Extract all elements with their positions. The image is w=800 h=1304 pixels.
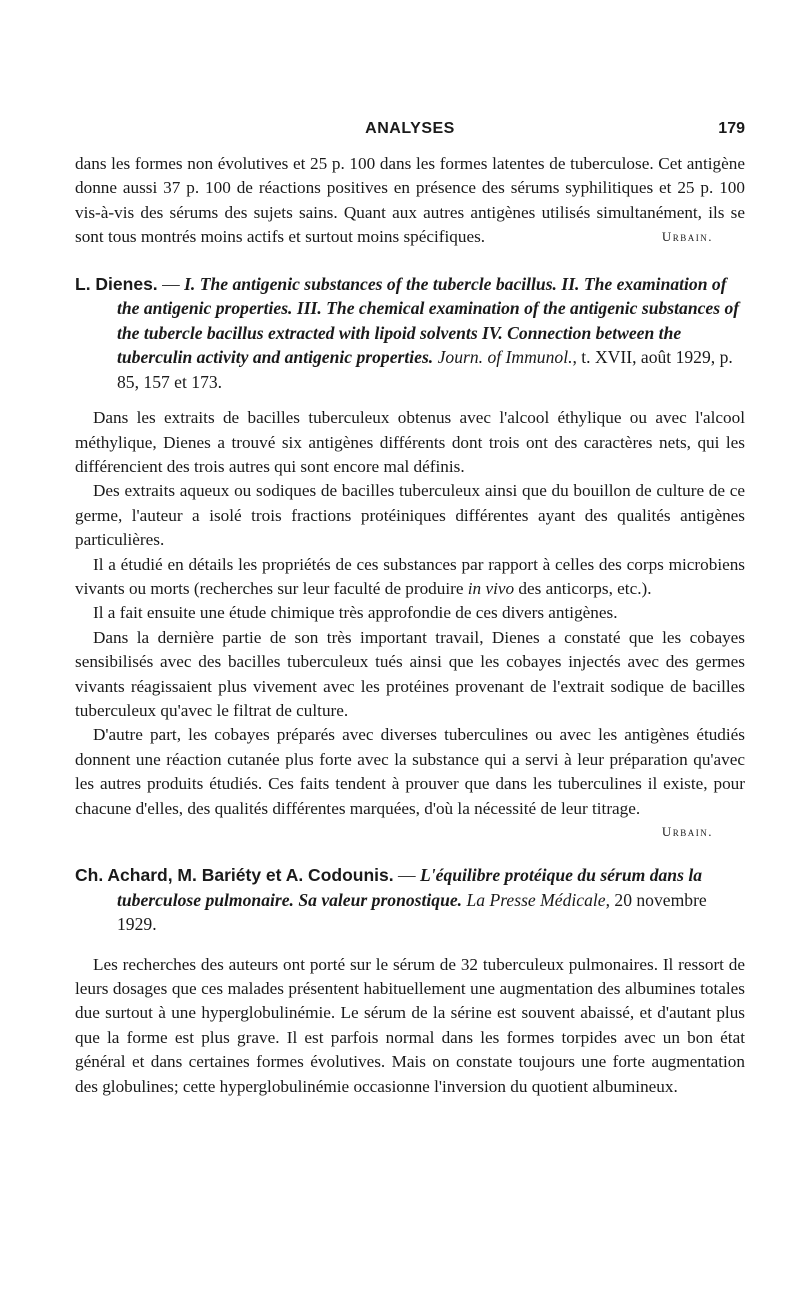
continued-abstract-text: dans les formes non évolutives et 25 p. 100 dans les formes latentes de tuberculose. Cet antigène donne aussi 37 p. 100 de réactions positives en présence des sérums syphilitiques et 25 p. 100 vis-à-vis des sérums des sujets sains. Quant aux autres antigènes utilisés simultanément, ils se sont tous montrés moins actifs et surtout moins spécifiques. (75, 154, 745, 247)
abstract-signature: Urbain. (661, 824, 713, 840)
in-vivo-term: in vivo (467, 578, 515, 598)
abstract-paragraph: Dans les extraits de bacilles tuberculeux obtenus avec l'alcool éthylique ou avec l'alcool méthylique, Dienes a trouvé six antigènes différents dont trois ont des caractères nets, qui les différencient des trois autres qui sont encore mal définis. (75, 408, 745, 476)
reference-details: , 20 novembre 1929. (117, 889, 707, 935)
page-number: 179 (718, 120, 745, 137)
reference-dienes (75, 272, 745, 395)
page-body (75, 152, 745, 1099)
continued-abstract-paragraph (75, 152, 745, 250)
reference-authors: L. Dienes. (75, 273, 158, 294)
abstract-paragraph: Des extraits aqueux ou sodiques de bacilles tuberculeux ainsi que du bouillon de culture de ce germe, l'auteur a isolé trois fractions protéiniques différentes ayant des qualités antigènes particulières. (75, 481, 745, 550)
reference-achard (75, 863, 745, 937)
reference-title: L'équilibre protéique du sérum dans la tuberculose pulmonaire. Sa valeur pronostique. (117, 865, 703, 910)
reference-title: I. The antigenic substances of the tubercle bacillus. II. The examination of the antigenic properties. III. The chemical examination of the antigenic substances of the tubercle bacillus extracted with lipoid solvents IV. Connection between the tuberculin activity and antigenic properties. (117, 273, 740, 368)
reference-details: , t. XVII, août 1929, p. 85, 157 et 173. (117, 347, 733, 392)
abstract-paragraph: Dans la dernière partie de son très important travail, Dienes a constaté que les cobayes sensibilisés avec des bacilles tuberculeux tués ainsi que les cobayes injectés avec des germes vivants réagissaient plus vivement avec les protéines provenant de l'extrait sodique de bacilles tuberculeux qu'avec le filtrat de culture. (75, 627, 745, 720)
reference-journal: La Presse Médicale (466, 889, 606, 910)
abstract-paragraph: Les recherches des auteurs ont porté sur le sérum de 32 tuberculeux pulmonaires. Il ressort de leurs dosages que ces malades présentent habituellement une augmentation des albumines totales due surtout à une hyperglobulinémie. Le sérum de la sérine est souvent abaissé, et d'autant plus que la forme est plus grave. Il est parfois normal dans les formes torpides avec un bon état général et dans certaines formes évolutives. Mais on constate toujours une forte augmentation des globulines; cette hyperglobulinémie occasionne l'inversion du quotient albumineux. (75, 954, 745, 1096)
abstract-paragraph: Il a étudié en détails les propriétés de ces substances par rapport à celles des corps microbiens vivants ou morts (recherches sur leur faculté de produire in vivo des anticorps, etc.). (75, 554, 745, 598)
running-title: ANALYSES (365, 120, 455, 137)
reference-dash: — (157, 273, 185, 294)
page-header (75, 120, 745, 144)
abstract-paragraph: D'autre part, les cobayes préparés avec diverses tuberculines ou avec les antigènes étudiés donnent une réaction cutanée plus forte avec la substance qui a servi à leur préparation qu'avec les autres produits étudiés. Ces faits tendent à prouver que dans les tuberculines il existe, pour chacune d'elles, des qualités différentes marquées, d'où la nécessité de leur titrage. (75, 725, 745, 818)
reference-dash: — (393, 865, 420, 886)
reference-journal: Journ. of Immunol. (437, 347, 573, 368)
reference-authors: Ch. Achard, M. Bariéty et A. Codounis. (75, 865, 394, 886)
abstract-paragraph: Il a fait ensuite une étude chimique très approfondie de ces divers antigènes. (93, 603, 618, 623)
abstract-signature: Urbain. (661, 229, 713, 245)
